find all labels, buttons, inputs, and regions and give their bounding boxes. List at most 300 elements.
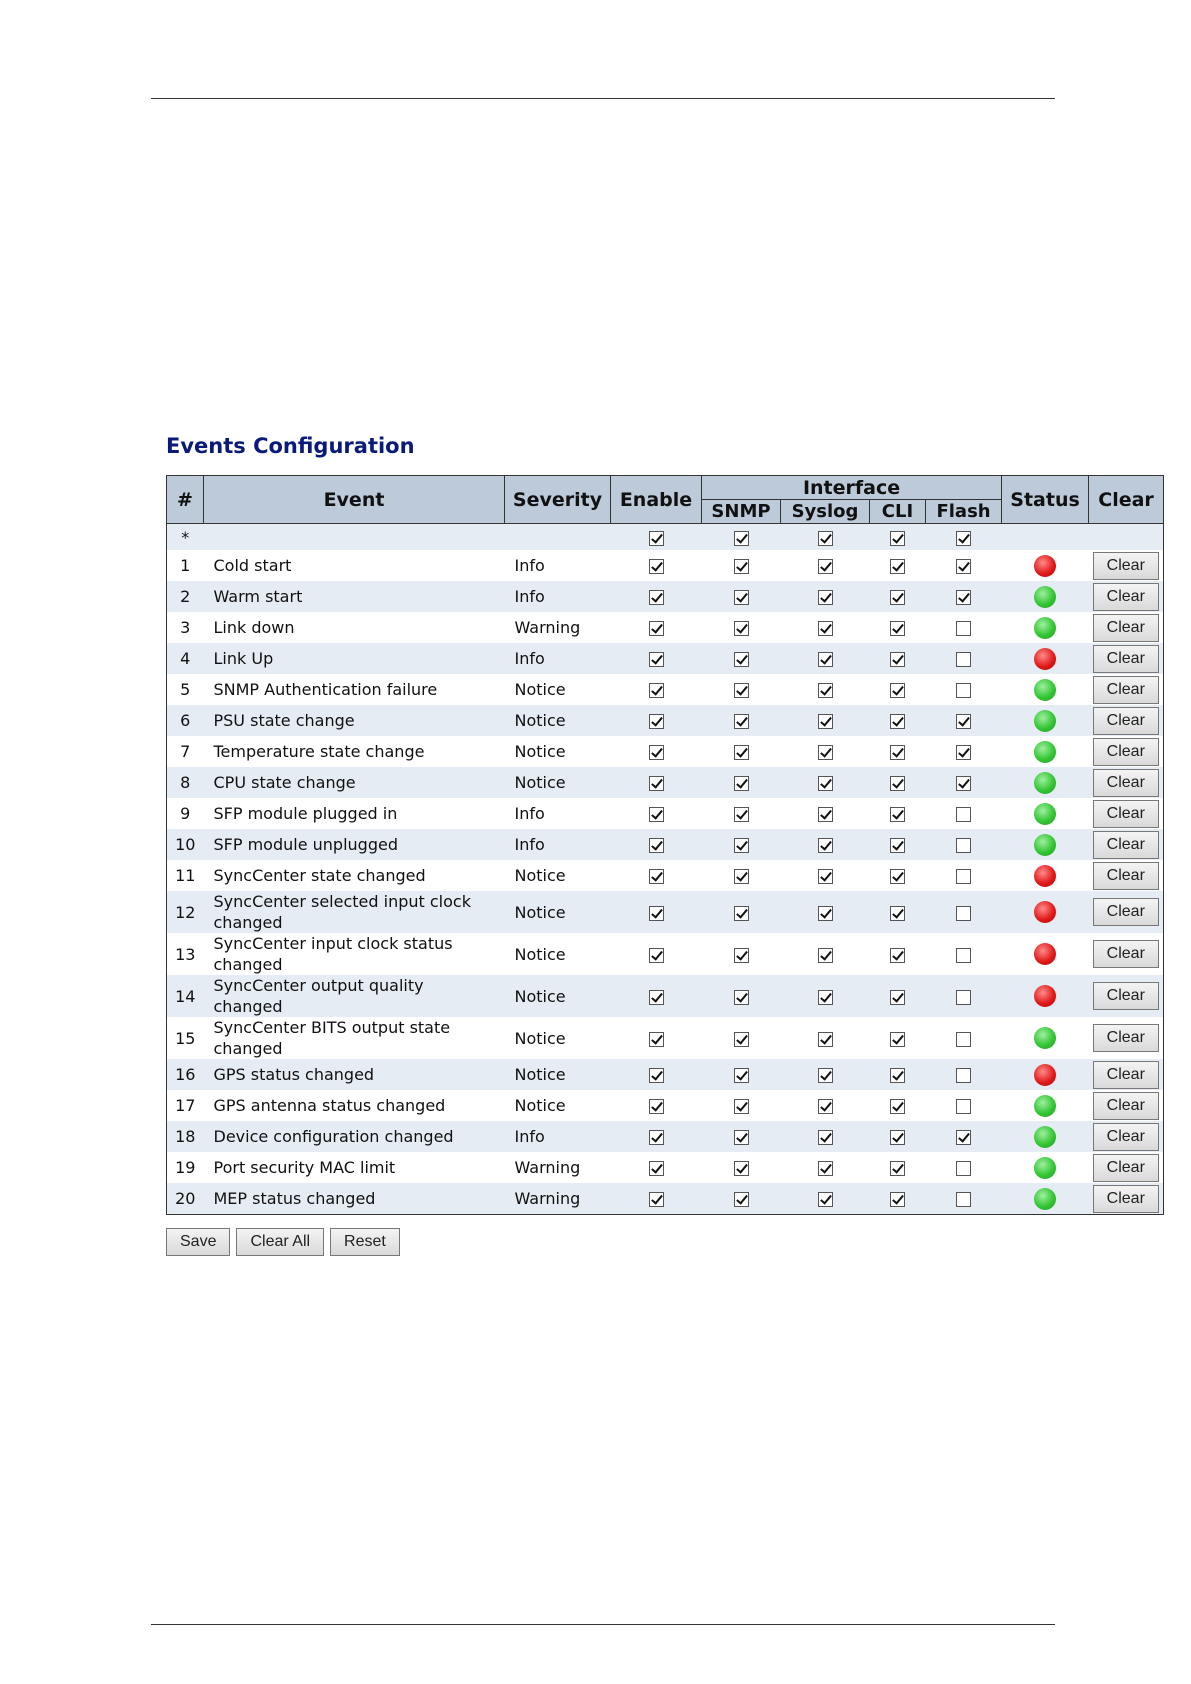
event-enable-cell xyxy=(611,891,702,933)
snmp-checkbox[interactable] xyxy=(734,1032,749,1047)
syslog-checkbox[interactable] xyxy=(818,807,833,822)
event-cli-cell xyxy=(870,1152,926,1183)
event-syslog-cell xyxy=(781,1183,870,1215)
flash-checkbox[interactable] xyxy=(956,990,971,1005)
all-enable-checkbox[interactable] xyxy=(649,531,664,546)
event-name: MEP status changed xyxy=(204,1183,505,1215)
flash-checkbox[interactable] xyxy=(956,621,971,636)
syslog-checkbox[interactable] xyxy=(818,652,833,667)
event-severity: Info xyxy=(505,1121,611,1152)
status-green-icon xyxy=(1034,834,1056,856)
snmp-checkbox[interactable] xyxy=(734,1192,749,1207)
event-syslog-cell xyxy=(781,1152,870,1183)
event-enable-cell xyxy=(611,550,702,581)
snmp-checkbox[interactable] xyxy=(734,590,749,605)
table-row xyxy=(167,891,1164,933)
status-red-icon xyxy=(1034,901,1056,923)
event-cli-cell xyxy=(870,705,926,736)
header-status: Status xyxy=(1002,476,1089,524)
event-number: 18 xyxy=(167,1121,204,1152)
event-cli-cell xyxy=(870,736,926,767)
clear-button[interactable]: Clear xyxy=(1093,1061,1159,1089)
enable-checkbox[interactable] xyxy=(649,745,664,760)
event-flash-cell xyxy=(926,1090,1002,1121)
snmp-checkbox[interactable] xyxy=(734,906,749,921)
cli-checkbox[interactable] xyxy=(890,683,905,698)
status-red-icon xyxy=(1034,943,1056,965)
clear-button[interactable]: Clear xyxy=(1093,831,1159,859)
snmp-checkbox[interactable] xyxy=(734,807,749,822)
event-cli-cell xyxy=(870,1017,926,1059)
event-enable-cell xyxy=(611,1059,702,1090)
table-row xyxy=(167,829,1164,860)
event-cli-cell xyxy=(870,550,926,581)
status-green-icon xyxy=(1034,710,1056,732)
flash-checkbox[interactable] xyxy=(956,1161,971,1176)
clear-all-button[interactable]: Clear All xyxy=(236,1228,324,1256)
cli-checkbox[interactable] xyxy=(890,776,905,791)
flash-checkbox[interactable] xyxy=(956,590,971,605)
syslog-checkbox[interactable] xyxy=(818,1192,833,1207)
cli-checkbox[interactable] xyxy=(890,838,905,853)
snmp-checkbox[interactable] xyxy=(734,714,749,729)
snmp-checkbox[interactable] xyxy=(734,869,749,884)
event-name: SyncCenter state changed xyxy=(204,860,505,891)
syslog-checkbox[interactable] xyxy=(818,990,833,1005)
event-status-cell xyxy=(1002,612,1089,643)
clear-button[interactable]: Clear xyxy=(1093,1092,1159,1120)
event-snmp-cell xyxy=(702,643,781,674)
event-cli-cell xyxy=(870,581,926,612)
event-status-cell xyxy=(1002,1152,1089,1183)
header-interface: Interface xyxy=(702,476,1002,500)
event-syslog-cell xyxy=(781,705,870,736)
event-syslog-cell xyxy=(781,550,870,581)
event-snmp-cell xyxy=(702,1059,781,1090)
event-number: 20 xyxy=(167,1183,204,1215)
event-name: SyncCenter output quality changed xyxy=(204,975,505,1017)
flash-checkbox[interactable] xyxy=(956,683,971,698)
table-row xyxy=(167,860,1164,891)
event-flash-cell xyxy=(926,1017,1002,1059)
event-status-cell xyxy=(1002,798,1089,829)
snmp-checkbox[interactable] xyxy=(734,1068,749,1083)
event-severity: Notice xyxy=(505,1017,611,1059)
cli-checkbox[interactable] xyxy=(890,745,905,760)
event-number: 4 xyxy=(167,643,204,674)
enable-checkbox[interactable] xyxy=(649,1032,664,1047)
syslog-checkbox[interactable] xyxy=(818,1161,833,1176)
cli-checkbox[interactable] xyxy=(890,559,905,574)
flash-checkbox[interactable] xyxy=(956,869,971,884)
header-severity: Severity xyxy=(505,476,611,524)
event-flash-cell xyxy=(926,798,1002,829)
event-snmp-cell xyxy=(702,798,781,829)
syslog-checkbox[interactable] xyxy=(818,869,833,884)
event-snmp-cell xyxy=(702,736,781,767)
event-name: Port security MAC limit xyxy=(204,1152,505,1183)
event-name: SNMP Authentication failure xyxy=(204,674,505,705)
event-enable-cell xyxy=(611,860,702,891)
event-snmp-cell xyxy=(702,674,781,705)
enable-checkbox[interactable] xyxy=(649,1192,664,1207)
status-green-icon xyxy=(1034,679,1056,701)
enable-checkbox[interactable] xyxy=(649,838,664,853)
table-row xyxy=(167,581,1164,612)
clear-button[interactable]: Clear xyxy=(1093,862,1159,890)
enable-checkbox[interactable] xyxy=(649,714,664,729)
all-row-label: * xyxy=(167,524,204,551)
cli-checkbox[interactable] xyxy=(890,990,905,1005)
reset-button[interactable]: Reset xyxy=(330,1228,400,1256)
status-green-icon xyxy=(1034,741,1056,763)
syslog-checkbox[interactable] xyxy=(818,1068,833,1083)
snmp-checkbox[interactable] xyxy=(734,652,749,667)
all-snmp-checkbox[interactable] xyxy=(734,531,749,546)
header-enable: Enable xyxy=(611,476,702,524)
event-name: Link down xyxy=(204,612,505,643)
event-syslog-cell xyxy=(781,860,870,891)
enable-checkbox[interactable] xyxy=(649,776,664,791)
event-syslog-cell xyxy=(781,891,870,933)
flash-checkbox[interactable] xyxy=(956,559,971,574)
event-clear-cell xyxy=(1089,860,1164,891)
event-name: Warm start xyxy=(204,581,505,612)
event-severity: Notice xyxy=(505,767,611,798)
event-enable-cell xyxy=(611,829,702,860)
event-status-cell xyxy=(1002,705,1089,736)
event-status-cell xyxy=(1002,1017,1089,1059)
status-red-icon xyxy=(1034,865,1056,887)
snmp-checkbox[interactable] xyxy=(734,776,749,791)
enable-checkbox[interactable] xyxy=(649,1068,664,1083)
event-severity: Info xyxy=(505,798,611,829)
syslog-checkbox[interactable] xyxy=(818,590,833,605)
flash-checkbox[interactable] xyxy=(956,652,971,667)
clear-button[interactable]: Clear xyxy=(1093,645,1159,673)
status-red-icon xyxy=(1034,555,1056,577)
cli-checkbox[interactable] xyxy=(890,906,905,921)
clear-button[interactable]: Clear xyxy=(1093,676,1159,704)
syslog-checkbox[interactable] xyxy=(818,906,833,921)
clear-button[interactable]: Clear xyxy=(1093,552,1159,580)
flash-checkbox[interactable] xyxy=(956,776,971,791)
table-row xyxy=(167,933,1164,975)
clear-button[interactable]: Clear xyxy=(1093,800,1159,828)
event-clear-cell xyxy=(1089,581,1164,612)
event-enable-cell xyxy=(611,1121,702,1152)
snmp-checkbox[interactable] xyxy=(734,559,749,574)
event-cli-cell xyxy=(870,798,926,829)
clear-button[interactable]: Clear xyxy=(1093,1024,1159,1052)
all-row-enable-cell xyxy=(611,524,702,551)
status-green-icon xyxy=(1034,1188,1056,1210)
event-flash-cell xyxy=(926,1059,1002,1090)
all-cli-checkbox[interactable] xyxy=(890,531,905,546)
clear-button[interactable]: Clear xyxy=(1093,898,1159,926)
enable-checkbox[interactable] xyxy=(649,1161,664,1176)
event-syslog-cell xyxy=(781,767,870,798)
enable-checkbox[interactable] xyxy=(649,683,664,698)
header-cli: CLI xyxy=(870,500,926,524)
event-flash-cell xyxy=(926,550,1002,581)
flash-checkbox[interactable] xyxy=(956,1130,971,1145)
event-clear-cell xyxy=(1089,1059,1164,1090)
event-clear-cell xyxy=(1089,1183,1164,1215)
event-snmp-cell xyxy=(702,1152,781,1183)
status-green-icon xyxy=(1034,1027,1056,1049)
event-clear-cell xyxy=(1089,674,1164,705)
enable-checkbox[interactable] xyxy=(649,590,664,605)
syslog-checkbox[interactable] xyxy=(818,714,833,729)
event-clear-cell xyxy=(1089,612,1164,643)
snmp-checkbox[interactable] xyxy=(734,838,749,853)
snmp-checkbox[interactable] xyxy=(734,1099,749,1114)
event-snmp-cell xyxy=(702,860,781,891)
event-cli-cell xyxy=(870,1121,926,1152)
event-snmp-cell xyxy=(702,829,781,860)
form-actions xyxy=(166,1228,400,1256)
event-syslog-cell xyxy=(781,643,870,674)
cli-checkbox[interactable] xyxy=(890,1161,905,1176)
cli-checkbox[interactable] xyxy=(890,1068,905,1083)
event-flash-cell xyxy=(926,891,1002,933)
event-clear-cell xyxy=(1089,550,1164,581)
clear-button[interactable]: Clear xyxy=(1093,1185,1159,1213)
event-snmp-cell xyxy=(702,767,781,798)
table-row xyxy=(167,705,1164,736)
event-status-cell xyxy=(1002,975,1089,1017)
event-snmp-cell xyxy=(702,550,781,581)
event-severity: Notice xyxy=(505,1059,611,1090)
event-number: 3 xyxy=(167,612,204,643)
event-cli-cell xyxy=(870,1183,926,1215)
all-row-severity-cell xyxy=(505,524,611,551)
syslog-checkbox[interactable] xyxy=(818,683,833,698)
table-row xyxy=(167,1017,1164,1059)
event-severity: Info xyxy=(505,643,611,674)
cli-checkbox[interactable] xyxy=(890,1192,905,1207)
event-flash-cell xyxy=(926,674,1002,705)
snmp-checkbox[interactable] xyxy=(734,683,749,698)
event-enable-cell xyxy=(611,1183,702,1215)
flash-checkbox[interactable] xyxy=(956,838,971,853)
enable-checkbox[interactable] xyxy=(649,652,664,667)
event-number: 16 xyxy=(167,1059,204,1090)
event-enable-cell xyxy=(611,767,702,798)
event-clear-cell xyxy=(1089,1090,1164,1121)
flash-checkbox[interactable] xyxy=(956,1192,971,1207)
event-snmp-cell xyxy=(702,612,781,643)
flash-checkbox[interactable] xyxy=(956,1032,971,1047)
all-row-flash-cell xyxy=(926,524,1002,551)
event-flash-cell xyxy=(926,612,1002,643)
event-name: SyncCenter input clock status changed xyxy=(204,933,505,975)
event-syslog-cell xyxy=(781,1017,870,1059)
snmp-checkbox[interactable] xyxy=(734,621,749,636)
event-syslog-cell xyxy=(781,829,870,860)
enable-checkbox[interactable] xyxy=(649,1130,664,1145)
cli-checkbox[interactable] xyxy=(890,869,905,884)
event-flash-cell xyxy=(926,1152,1002,1183)
clear-button[interactable]: Clear xyxy=(1093,982,1159,1010)
flash-checkbox[interactable] xyxy=(956,807,971,822)
cli-checkbox[interactable] xyxy=(890,652,905,667)
event-number: 10 xyxy=(167,829,204,860)
event-enable-cell xyxy=(611,933,702,975)
event-flash-cell xyxy=(926,975,1002,1017)
event-severity: Notice xyxy=(505,705,611,736)
event-syslog-cell xyxy=(781,1090,870,1121)
snmp-checkbox[interactable] xyxy=(734,948,749,963)
event-syslog-cell xyxy=(781,1121,870,1152)
table-row xyxy=(167,550,1164,581)
event-snmp-cell xyxy=(702,933,781,975)
event-flash-cell xyxy=(926,1121,1002,1152)
syslog-checkbox[interactable] xyxy=(818,1099,833,1114)
cli-checkbox[interactable] xyxy=(890,1032,905,1047)
clear-button[interactable]: Clear xyxy=(1093,738,1159,766)
clear-button[interactable]: Clear xyxy=(1093,614,1159,642)
all-row-syslog-cell xyxy=(781,524,870,551)
enable-checkbox[interactable] xyxy=(649,807,664,822)
event-status-cell xyxy=(1002,1121,1089,1152)
status-green-icon xyxy=(1034,586,1056,608)
snmp-checkbox[interactable] xyxy=(734,990,749,1005)
all-events-row xyxy=(167,524,1164,551)
enable-checkbox[interactable] xyxy=(649,906,664,921)
all-flash-checkbox[interactable] xyxy=(956,531,971,546)
all-row-status-cell xyxy=(1002,524,1089,551)
event-status-cell xyxy=(1002,643,1089,674)
event-number: 14 xyxy=(167,975,204,1017)
event-number: 13 xyxy=(167,933,204,975)
event-snmp-cell xyxy=(702,1090,781,1121)
status-green-icon xyxy=(1034,1126,1056,1148)
event-number: 7 xyxy=(167,736,204,767)
clear-button[interactable]: Clear xyxy=(1093,1154,1159,1182)
event-enable-cell xyxy=(611,612,702,643)
event-name: GPS status changed xyxy=(204,1059,505,1090)
syslog-checkbox[interactable] xyxy=(818,621,833,636)
event-enable-cell xyxy=(611,736,702,767)
event-clear-cell xyxy=(1089,1017,1164,1059)
clear-button[interactable]: Clear xyxy=(1093,707,1159,735)
flash-checkbox[interactable] xyxy=(956,745,971,760)
snmp-checkbox[interactable] xyxy=(734,1130,749,1145)
event-clear-cell xyxy=(1089,891,1164,933)
event-name: SyncCenter BITS output state changed xyxy=(204,1017,505,1059)
status-green-icon xyxy=(1034,1157,1056,1179)
clear-button[interactable]: Clear xyxy=(1093,583,1159,611)
event-clear-cell xyxy=(1089,975,1164,1017)
syslog-checkbox[interactable] xyxy=(818,948,833,963)
all-syslog-checkbox[interactable] xyxy=(818,531,833,546)
cli-checkbox[interactable] xyxy=(890,1130,905,1145)
save-button[interactable]: Save xyxy=(166,1228,230,1256)
table-row xyxy=(167,736,1164,767)
status-green-icon xyxy=(1034,1095,1056,1117)
cli-checkbox[interactable] xyxy=(890,714,905,729)
cli-checkbox[interactable] xyxy=(890,807,905,822)
event-severity: Info xyxy=(505,550,611,581)
syslog-checkbox[interactable] xyxy=(818,559,833,574)
enable-checkbox[interactable] xyxy=(649,869,664,884)
header-num: # xyxy=(167,476,204,524)
event-syslog-cell xyxy=(781,581,870,612)
enable-checkbox[interactable] xyxy=(649,559,664,574)
event-cli-cell xyxy=(870,829,926,860)
clear-button[interactable]: Clear xyxy=(1093,940,1159,968)
syslog-checkbox[interactable] xyxy=(818,776,833,791)
event-enable-cell xyxy=(611,1017,702,1059)
event-severity: Notice xyxy=(505,736,611,767)
event-number: 6 xyxy=(167,705,204,736)
syslog-checkbox[interactable] xyxy=(818,1032,833,1047)
flash-checkbox[interactable] xyxy=(956,714,971,729)
event-clear-cell xyxy=(1089,829,1164,860)
flash-checkbox[interactable] xyxy=(956,1099,971,1114)
table-row xyxy=(167,1121,1164,1152)
flash-checkbox[interactable] xyxy=(956,906,971,921)
event-status-cell xyxy=(1002,581,1089,612)
event-syslog-cell xyxy=(781,736,870,767)
status-green-icon xyxy=(1034,803,1056,825)
event-enable-cell xyxy=(611,798,702,829)
cli-checkbox[interactable] xyxy=(890,621,905,636)
event-syslog-cell xyxy=(781,975,870,1017)
event-status-cell xyxy=(1002,860,1089,891)
enable-checkbox[interactable] xyxy=(649,990,664,1005)
cli-checkbox[interactable] xyxy=(890,1099,905,1114)
event-status-cell xyxy=(1002,1090,1089,1121)
event-cli-cell xyxy=(870,860,926,891)
syslog-checkbox[interactable] xyxy=(818,745,833,760)
event-cli-cell xyxy=(870,1090,926,1121)
event-flash-cell xyxy=(926,767,1002,798)
flash-checkbox[interactable] xyxy=(956,1068,971,1083)
cli-checkbox[interactable] xyxy=(890,590,905,605)
event-name: CPU state change xyxy=(204,767,505,798)
flash-checkbox[interactable] xyxy=(956,948,971,963)
table-row xyxy=(167,1090,1164,1121)
event-snmp-cell xyxy=(702,1017,781,1059)
event-severity: Notice xyxy=(505,975,611,1017)
enable-checkbox[interactable] xyxy=(649,621,664,636)
event-snmp-cell xyxy=(702,891,781,933)
event-cli-cell xyxy=(870,975,926,1017)
syslog-checkbox[interactable] xyxy=(818,838,833,853)
clear-button[interactable]: Clear xyxy=(1093,1123,1159,1151)
table-row xyxy=(167,975,1164,1017)
table-row xyxy=(167,1059,1164,1090)
event-severity: Warning xyxy=(505,612,611,643)
enable-checkbox[interactable] xyxy=(649,948,664,963)
snmp-checkbox[interactable] xyxy=(734,745,749,760)
event-name: Link Up xyxy=(204,643,505,674)
cli-checkbox[interactable] xyxy=(890,948,905,963)
header-flash: Flash xyxy=(926,500,1002,524)
syslog-checkbox[interactable] xyxy=(818,1130,833,1145)
event-flash-cell xyxy=(926,581,1002,612)
event-number: 12 xyxy=(167,891,204,933)
event-name: Temperature state change xyxy=(204,736,505,767)
enable-checkbox[interactable] xyxy=(649,1099,664,1114)
clear-button[interactable]: Clear xyxy=(1093,769,1159,797)
page-title: Events Configuration xyxy=(166,434,415,458)
snmp-checkbox[interactable] xyxy=(734,1161,749,1176)
event-snmp-cell xyxy=(702,581,781,612)
